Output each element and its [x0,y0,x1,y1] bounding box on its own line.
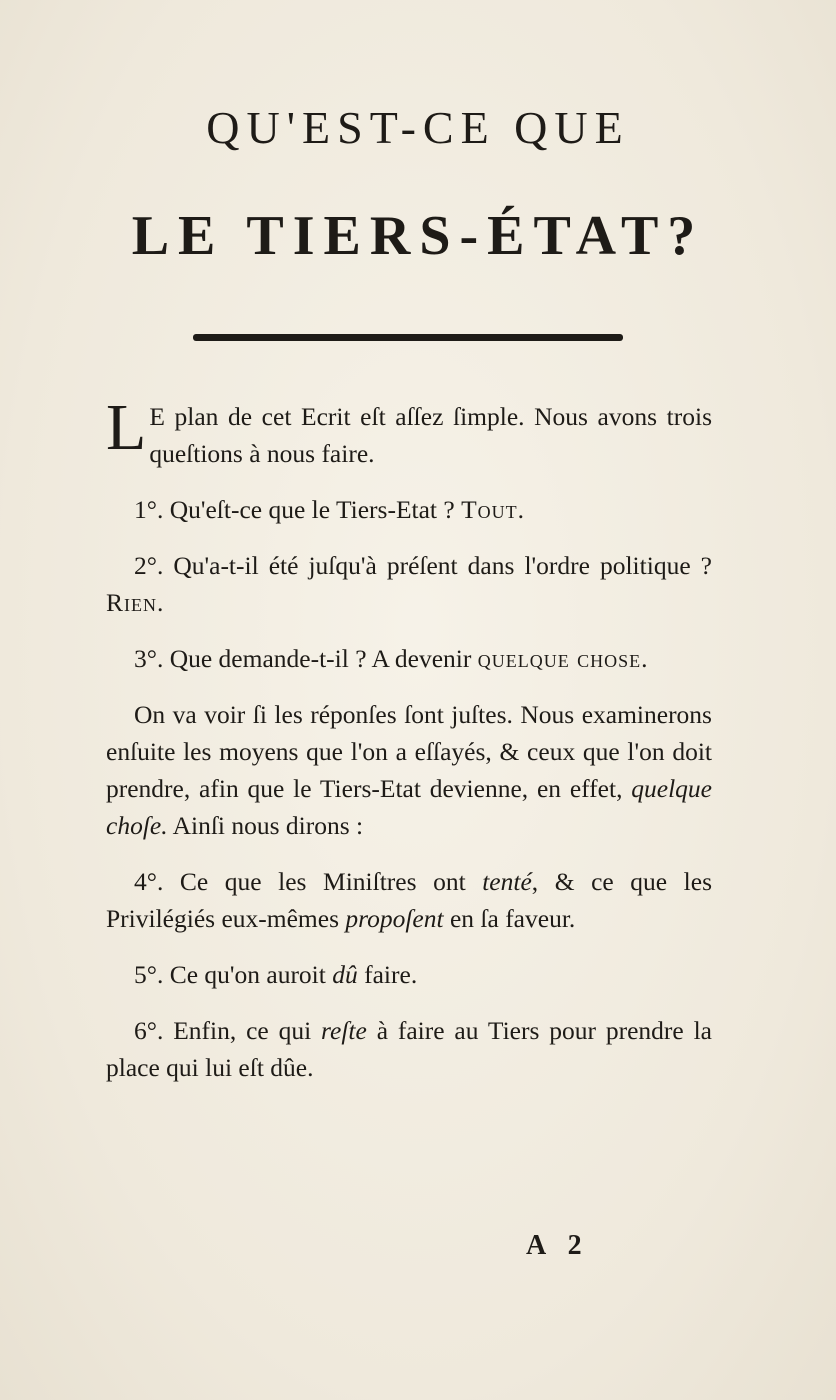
question-3-text: Que demande-t-il ? A devenir [163,644,478,673]
question-2-answer: Rien. [106,588,165,617]
question-3-answer: quelque chose. [477,644,649,673]
question-4-text-c: en ſa faveur. [443,904,576,933]
question-1-text: Qu'eſt-ce que le Tiers-Etat ? [163,495,462,524]
question-6-italic: reſte [321,1016,367,1045]
question-4-text-b: , & ce que les Privilégiés eux-mêmes [106,867,712,933]
question-3-number: 3°. [134,644,164,673]
question-4-italic-a: tenté [482,867,532,896]
question-1-answer: Tout. [461,495,526,524]
question-4 [106,863,712,937]
question-2-number: 2°. [134,551,164,580]
opening-paragraph [106,391,712,472]
paragraph-responses-text-a: On va voir ſi les réponſes ſont juſtes. Nous examinerons enſuite les moyens que l'on a eſſayés, & ceux que l'on doit prendre, afin que le Tiers-Etat devienne, en effet, [106,700,712,803]
paragraph-responses [106,696,712,844]
question-6 [106,1012,712,1086]
question-3 [106,640,712,677]
drop-cap: L [106,391,147,464]
question-6-text-b: à faire au Tiers pour prendre la place qui lui eſt dûe. [106,1016,712,1082]
question-1 [106,491,712,528]
question-1-number: 1°. [134,495,164,524]
paragraph-responses-italic: quelque choſe. [106,774,712,840]
question-4-number: 4°. [134,867,164,896]
question-6-text-a: Enfin, ce qui [163,1016,322,1045]
question-2-text: Qu'a-t-il été juſqu'à préſent dans l'ordre politique ? [163,551,712,580]
question-5-text-b: faire. [357,960,418,989]
body-text [106,391,712,1105]
question-4-italic-b: propoſent [345,904,444,933]
signature-mark: A 2 [526,1230,590,1261]
question-4-text-a: Ce que les Miniſtres ont [163,867,483,896]
title-line-1: QU'EST-CE QUE [206,102,630,153]
question-5 [106,956,712,993]
question-2 [106,547,712,621]
question-6-number: 6°. [134,1016,164,1045]
opening-text: E plan de cet Ecrit eſt aſſez ſimple. Nous avons trois queſtions à nous faire. [149,402,712,468]
question-5-number: 5°. [134,960,164,989]
question-5-text-a: Ce qu'on auroit [163,960,333,989]
paragraph-responses-text-b: Ainſi nous dirons : [167,811,364,840]
title-line-2: LE TIERS-ÉTAT? [131,205,705,267]
title-rule [193,334,623,341]
question-5-italic: dû [332,960,358,989]
